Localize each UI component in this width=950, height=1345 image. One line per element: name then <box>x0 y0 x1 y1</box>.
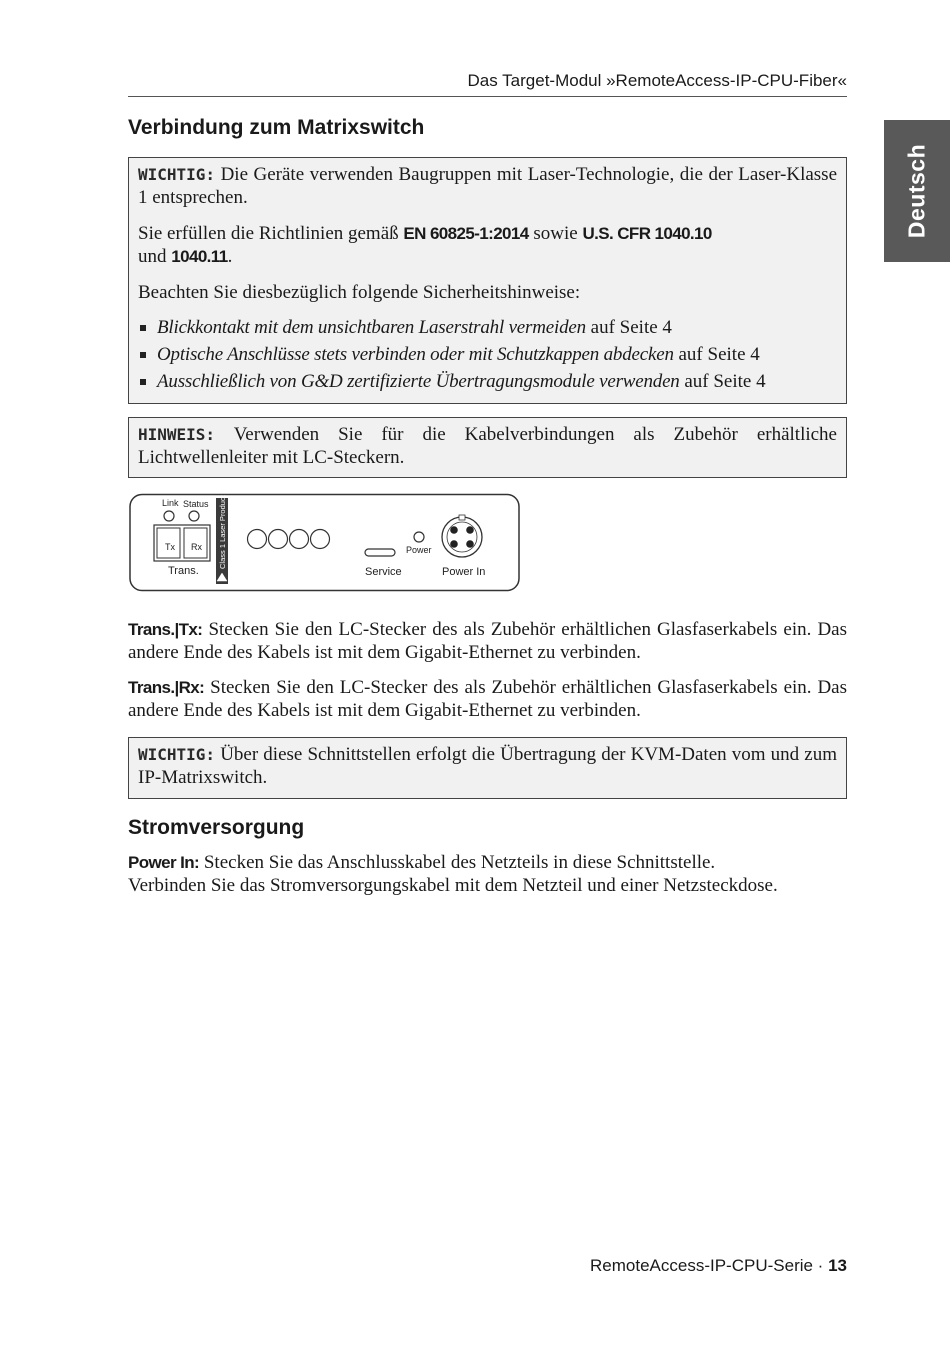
tx-port-label: Tx <box>165 542 175 552</box>
standard-cfr: U.S. CFR 1040.10 <box>582 224 712 243</box>
safety-link[interactable]: Optische Anschlüsse stets verbinden oder mit Schutzkappen abdecken <box>157 344 674 365</box>
status-led-label: Status <box>183 499 209 509</box>
safety-list <box>138 316 837 393</box>
power-text-line1: Stecken Sie das Anschlusskabel des Netzteils in diese Schnittstelle. <box>203 852 716 873</box>
power-text-line2: Verbinden Sie das Stromversorgungskabel mit dem Netzteil und einer Netzsteckdose. <box>128 875 778 896</box>
blank-port-icon <box>269 530 288 549</box>
tx-description <box>128 618 847 664</box>
power-pin-icon <box>466 540 474 548</box>
page-ref: auf Seite 4 <box>590 317 672 338</box>
power-socket-inner-icon <box>447 522 477 552</box>
standards-text-d: . <box>227 246 233 267</box>
important-paragraph-1 <box>138 163 837 209</box>
running-header: Das Target-Modul »RemoteAccess-IP-CPU-Fiber« <box>467 71 847 90</box>
note-label: HINWEIS: <box>138 425 216 444</box>
important-paragraph-3: Beachten Sie diesbezüglich folgende Sicherheitshinweise: <box>138 282 581 303</box>
rx-description <box>128 676 847 722</box>
note-paragraph <box>138 423 837 469</box>
safety-list-item <box>138 370 837 393</box>
important-box-kvm <box>128 737 847 799</box>
power-led-label: Power <box>406 545 432 555</box>
bullet-square-icon <box>140 379 146 385</box>
power-in-term: Power In: <box>128 853 200 872</box>
language-tab-label: Deutsch <box>903 143 930 239</box>
power-key-icon <box>459 515 465 520</box>
power-led-icon <box>414 532 424 542</box>
safety-list-item <box>138 316 837 339</box>
header-rule <box>128 96 847 97</box>
link-led-icon <box>164 511 174 521</box>
page-number: 13 <box>828 1256 847 1275</box>
service-port[interactable] <box>365 549 395 556</box>
standards-text-b: sowie <box>533 223 578 244</box>
footer-series: RemoteAccess-IP-CPU-Serie · <box>590 1256 824 1275</box>
section-heading-power: Stromversorgung <box>128 816 305 839</box>
blank-port-icon <box>311 530 330 549</box>
bullet-square-icon <box>140 325 146 331</box>
important-paragraph-2 <box>138 222 837 268</box>
power-in-label: Power In <box>442 566 486 578</box>
standards-text-a: Sie erfüllen die Richtlinien gemäß <box>138 223 399 244</box>
important2-paragraph <box>138 743 837 789</box>
power-pin-icon <box>450 540 458 548</box>
rx-port-label: Rx <box>191 542 202 552</box>
power-pin-icon <box>466 526 474 534</box>
blank-port-icon <box>248 530 267 549</box>
safety-list-item <box>138 343 837 366</box>
important-box-laser <box>128 157 847 404</box>
device-front-panel-diagram <box>128 493 521 593</box>
safety-link[interactable]: Blickkontakt mit dem unsichtbaren Laserstrahl vermeiden <box>157 317 586 338</box>
important-text-1: Die Geräte verwenden Baugruppen mit Laser-Technologie, die der Laser-Klasse 1 entsprechen. <box>138 164 838 208</box>
standard-en: EN 60825-1:2014 <box>403 224 529 243</box>
laser-class-label: Class 1 Laser Product <box>218 495 227 569</box>
trans-label: Trans. <box>168 565 199 577</box>
rx-text: Stecken Sie den LC-Stecker des als Zubehör erhältlichen Glasfaserkabels ein. Das andere Ende des Kabels ist mit dem Gigabit-Ethernet zu verbinden. <box>128 677 848 721</box>
power-description <box>128 851 847 897</box>
language-tab <box>884 120 950 262</box>
rx-label: Trans.|Rx: <box>128 678 205 697</box>
link-led-label: Link <box>162 498 179 508</box>
blank-port-icon <box>290 530 309 549</box>
note-text: Verwenden Sie für die Kabelverbindungen als Zubehör erhältliche Lichtwellenleiter mit LC-Steckern. <box>138 424 837 468</box>
section-heading-connection: Verbindung zum Matrixswitch <box>128 116 425 139</box>
status-led-icon <box>189 511 199 521</box>
tx-label: Trans.|Tx: <box>128 620 203 639</box>
power-pin-icon <box>450 526 458 534</box>
important2-label: WICHTIG: <box>138 745 216 764</box>
page-footer <box>590 1256 847 1276</box>
tx-text: Stecken Sie den LC-Stecker des als Zubehör erhältlichen Glasfaserkabels ein. Das andere Ende des Kabels ist mit dem Gigabit-Ethernet zu verbinden. <box>128 619 848 663</box>
important2-text: Über diese Schnittstellen erfolgt die Übertragung der KVM-Daten vom und zum IP-Matrixswitch. <box>138 744 837 788</box>
standard-cfr-2: 1040.11 <box>171 247 228 266</box>
page-ref: auf Seite 4 <box>684 371 766 392</box>
bullet-square-icon <box>140 352 146 358</box>
safety-link[interactable]: Ausschließlich von G&D zertifizierte Übertragungsmodule verwenden <box>157 371 680 392</box>
page-ref: auf Seite 4 <box>678 344 760 365</box>
standards-text-c: und <box>138 246 167 267</box>
important-label: WICHTIG: <box>138 165 216 184</box>
note-box-cables <box>128 417 847 478</box>
service-label: Service <box>365 566 402 578</box>
